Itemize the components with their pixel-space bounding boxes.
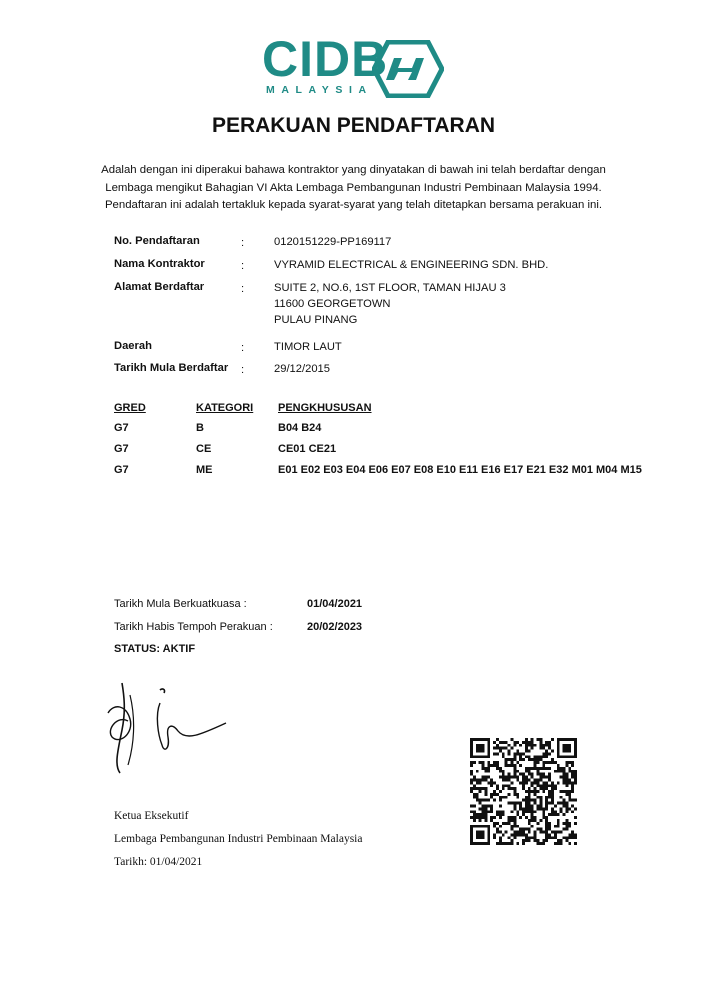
signatory-date: Tarikh: 01/04/2021 — [114, 856, 203, 868]
tarikh-mula-label: Tarikh Mula Berdaftar — [114, 362, 229, 374]
signatory-organisation: Lembaga Pembangunan Industri Pembinaan Malaysia — [114, 833, 363, 845]
intro-paragraph: Adalah dengan ini diperakui bahawa kontraktor yang dinyatakan di bawah ini telah berdaftar dengan Lembaga mengikut Bahagian VI Akta Lembaga Pembangunan Industri Pembinaan Malaysia 1994. Pendaftaran ini adalah tertakluk kepada syarat-syarat yang telah ditetapkan bersama perakuan ini. — [101, 164, 606, 211]
status-badge: STATUS: AKTIF — [114, 643, 196, 655]
grade-row-3-pengkhususan: E01 E02 E03 E04 E06 E07 E08 E10 E11 E16 E17 E21 E32 M01 M04 M15 — [278, 464, 642, 476]
signatory-title: Ketua Eksekutif — [114, 810, 189, 822]
kategori-header: KATEGORI — [196, 402, 254, 414]
colon: : — [241, 283, 245, 295]
colon: : — [241, 342, 245, 354]
daerah-value: TIMOR LAUT — [274, 341, 342, 353]
no-pendaftaran-value: 0120151229-PP169117 — [274, 236, 392, 248]
grade-row-1-gred: G7 — [114, 422, 129, 434]
grade-row-3-gred: G7 — [114, 464, 129, 476]
no-pendaftaran-label: No. Pendaftaran — [114, 235, 200, 247]
alamat-label: Alamat Berdaftar — [114, 281, 205, 293]
alamat-line-1: SUITE 2, NO.6, 1ST FLOOR, TAMAN HIJAU 3 — [274, 282, 506, 294]
pengkhususan-header: PENGKHUSUSAN — [278, 402, 372, 414]
tarikh-habis-value: 20/02/2023 — [307, 621, 363, 633]
nama-kontraktor-value: VYRAMID ELECTRICAL & ENGINEERING SDN. BHD. — [274, 259, 549, 271]
nama-kontraktor-label: Nama Kontraktor — [114, 258, 205, 270]
daerah-label: Daerah — [114, 340, 152, 352]
colon: : — [241, 364, 245, 376]
alamat-line-3: PULAU PINANG — [274, 314, 358, 326]
cidb-logo-icon — [372, 40, 444, 98]
grade-row-2-kategori: CE — [196, 443, 212, 455]
grade-row-1-pengkhususan: B04 B24 — [278, 422, 322, 434]
tarikh-berkuatkuasa-value: 01/04/2021 — [307, 598, 363, 610]
qr-code-icon[interactable] — [470, 738, 577, 845]
gred-header: GRED — [114, 402, 146, 414]
grade-row-2-gred: G7 — [114, 443, 129, 455]
grade-row-3-kategori: ME — [196, 464, 213, 476]
grade-row-2-pengkhususan: CE01 CE21 — [278, 443, 337, 455]
tarikh-mula-value: 29/12/2015 — [274, 363, 330, 375]
alamat-line-2: 11600 GEORGETOWN — [274, 298, 391, 310]
colon: : — [241, 260, 245, 272]
document-title: PERAKUAN PENDAFTARAN — [211, 114, 496, 137]
colon: : — [241, 237, 245, 249]
logo-subtitle: MALAYSIA — [266, 84, 373, 96]
tarikh-berkuatkuasa-label: Tarikh Mula Berkuatkuasa : — [114, 598, 247, 610]
tarikh-habis-label: Tarikh Habis Tempoh Perakuan : — [114, 621, 273, 633]
signature-icon — [100, 675, 240, 785]
grade-row-1-kategori: B — [196, 422, 204, 434]
logo-wordmark: CIDB — [262, 31, 389, 87]
